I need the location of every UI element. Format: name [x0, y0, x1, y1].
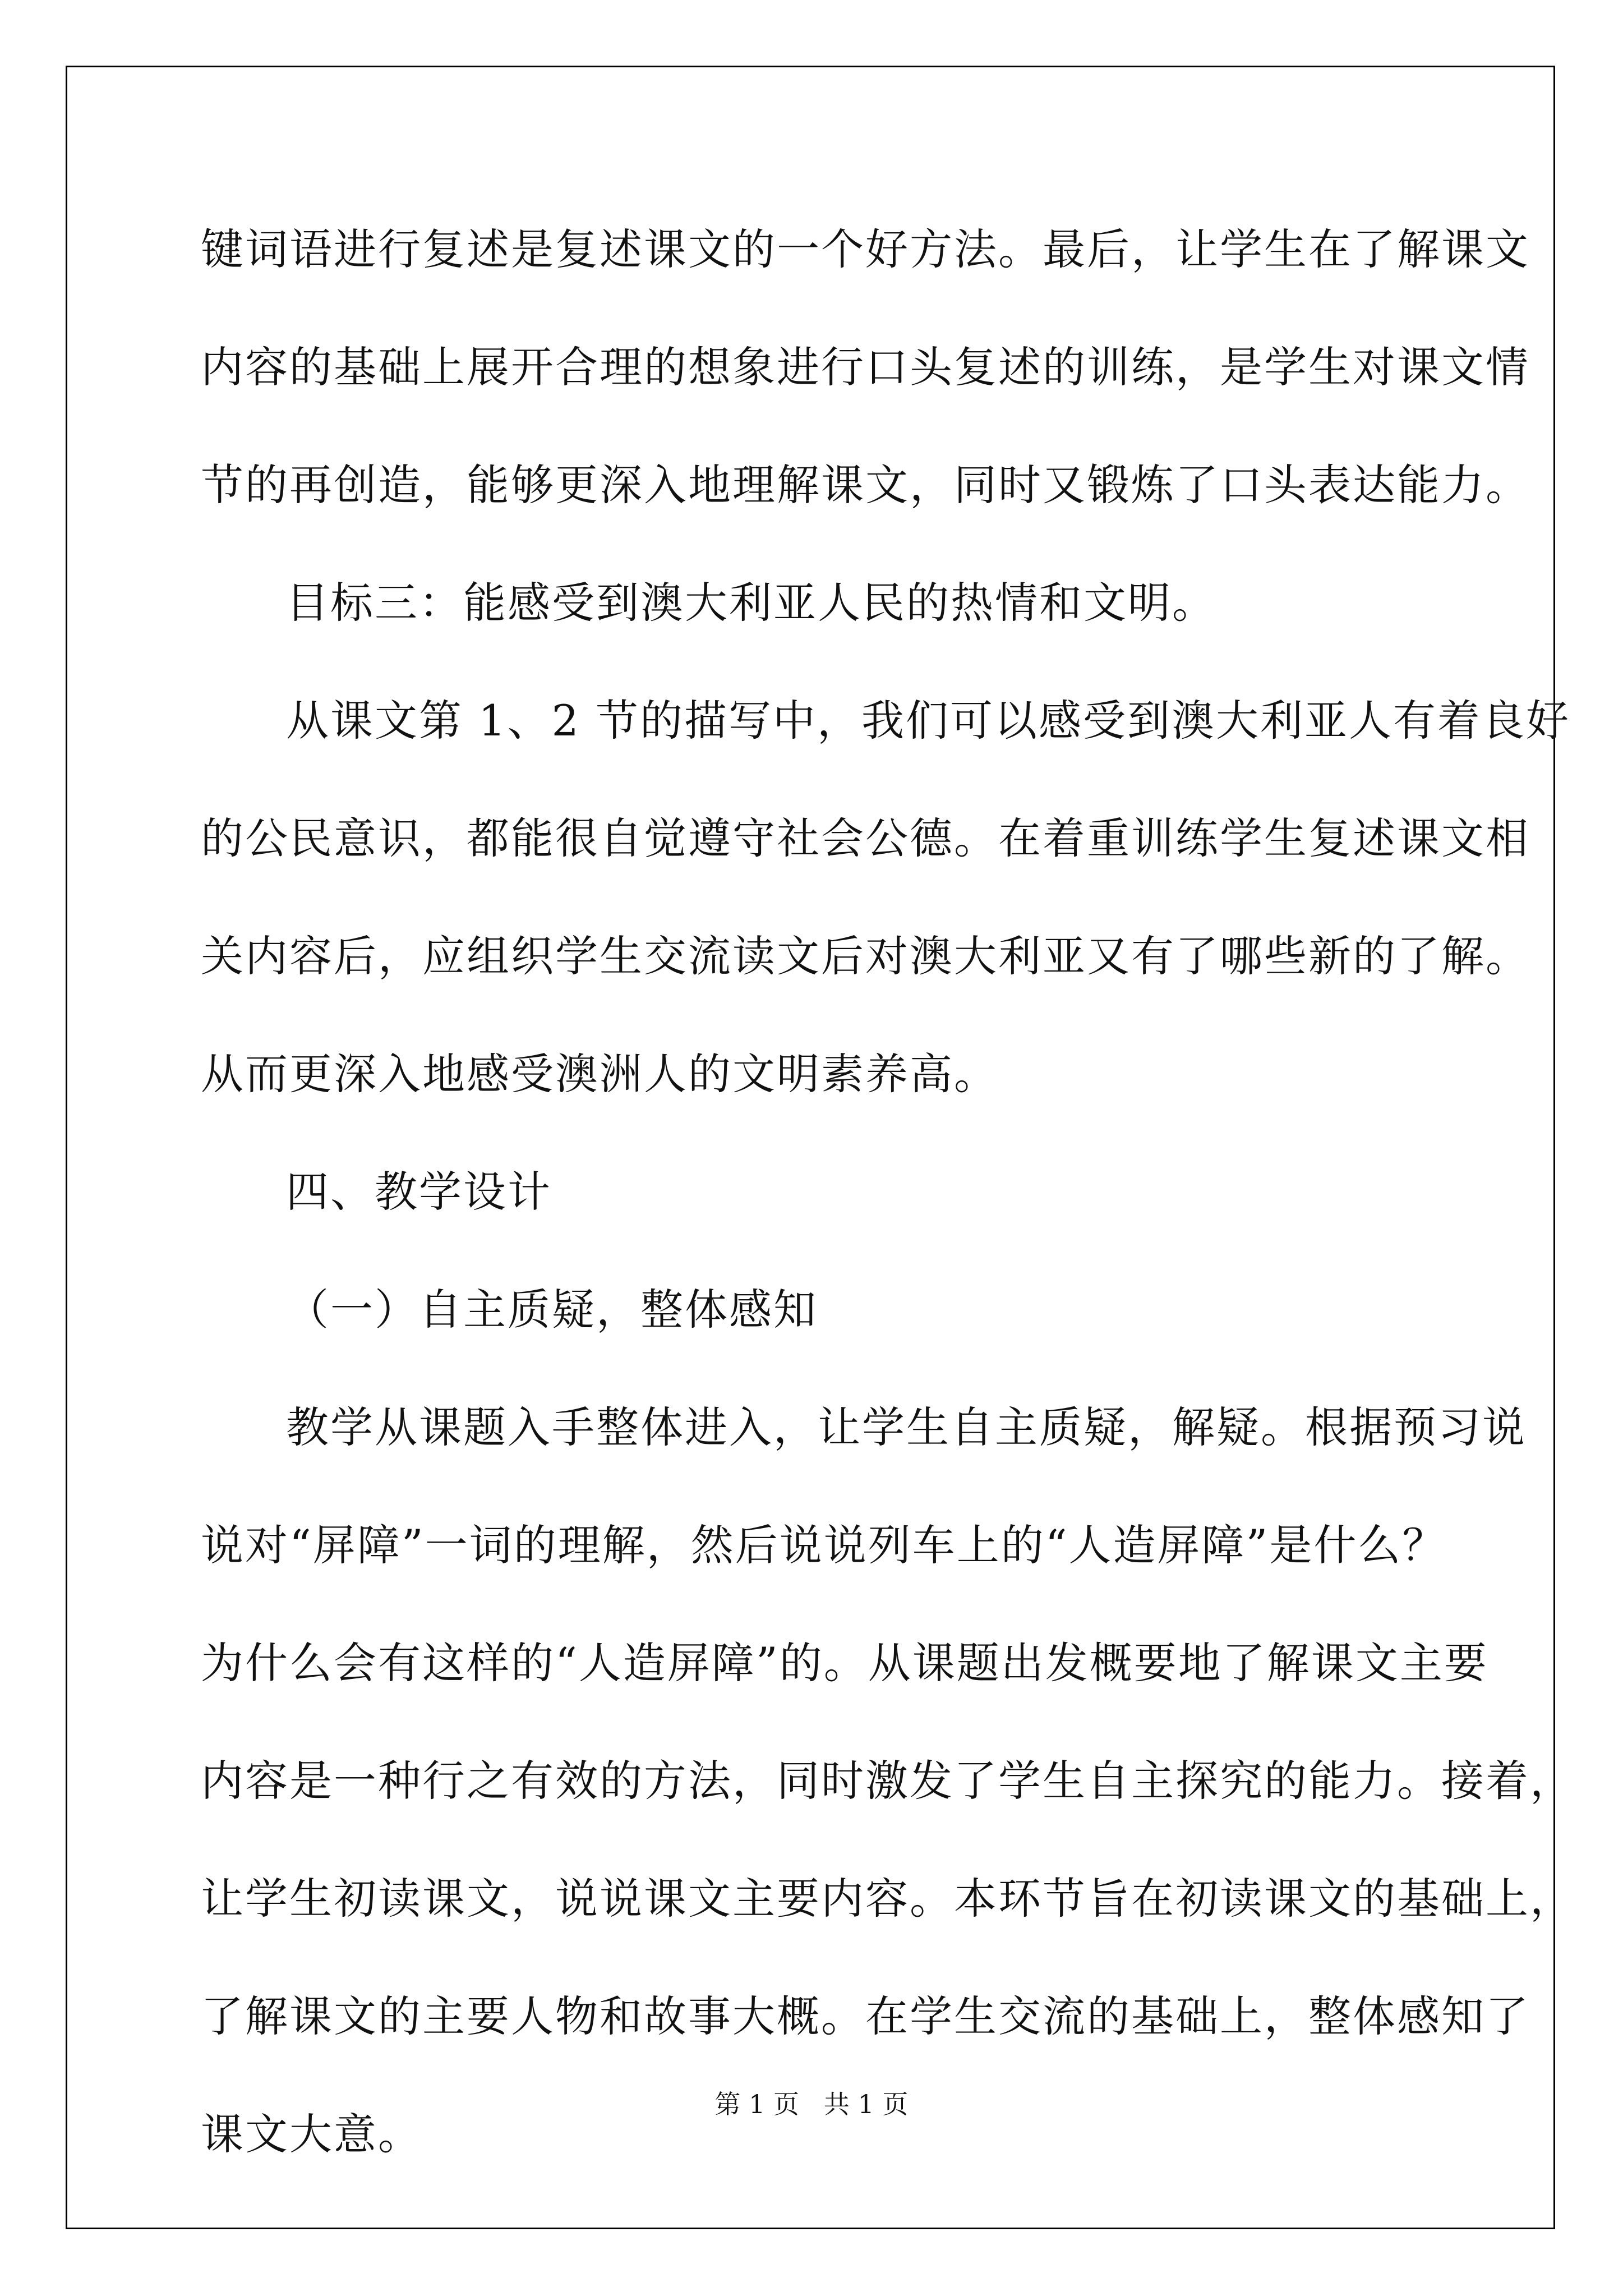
subsection-heading: （一）自主质疑，整体感知 — [286, 1285, 818, 1335]
paragraph-line: 课文大意。 — [201, 2109, 422, 2159]
paragraph-line: 的公民意识，都能很自觉遵守社会公德。在着重训练学生复述课文相 — [201, 813, 1530, 863]
paragraph-line: 内容的基础上展开合理的想象进行口头复述的训练，是学生对课文情 — [201, 342, 1530, 392]
page-footer: 第 1 页 共 1 页 — [714, 2089, 909, 2119]
paragraph-line: 了解课文的主要人物和故事大概。在学生交流的基础上，整体感知了 — [201, 1991, 1530, 2041]
paragraph-line: 让学生初读课文，说说课文主要内容。本环节旨在初读课文的基础上， — [201, 1874, 1574, 1924]
paragraph-line: 教学从课题入手整体进入，让学生自主质疑，解疑。根据预习说 — [286, 1402, 1527, 1452]
paragraph-line: 从而更深入地感受澳洲人的文明素养高。 — [201, 1049, 998, 1099]
paragraph-line: 从课文第 1、2 节的描写中，我们可以感受到澳大利亚人有着良好 — [286, 696, 1571, 746]
paragraph-line: 说对“屏障”一词的理解，然后说说列车上的“人造屏障”是什么？ — [201, 1520, 1447, 1570]
section-heading: 四、教学设计 — [286, 1167, 552, 1217]
paragraph-line: 节的再创造，能够更深入地理解课文，同时又锻炼了口头表达能力。 — [201, 460, 1530, 510]
document-body — [201, 191, 1574, 2193]
paragraph-line: 关内容后，应组织学生交流读文后对澳大利亚又有了哪些新的了解。 — [201, 931, 1530, 981]
paragraph-line: 键词语进行复述是复述课文的一个好方法。最后，让学生在了解课文 — [201, 224, 1530, 274]
goal-heading: 目标三：能感受到澳大利亚人民的热情和文明。 — [286, 578, 1216, 628]
paragraph-line: 内容是一种行之有效的方法，同时激发了学生自主探究的能力。接着， — [201, 1756, 1574, 1806]
paragraph-line: 为什么会有这样的“人造屏障”的。从课题出发概要地了解课文主要 — [201, 1638, 1488, 1688]
